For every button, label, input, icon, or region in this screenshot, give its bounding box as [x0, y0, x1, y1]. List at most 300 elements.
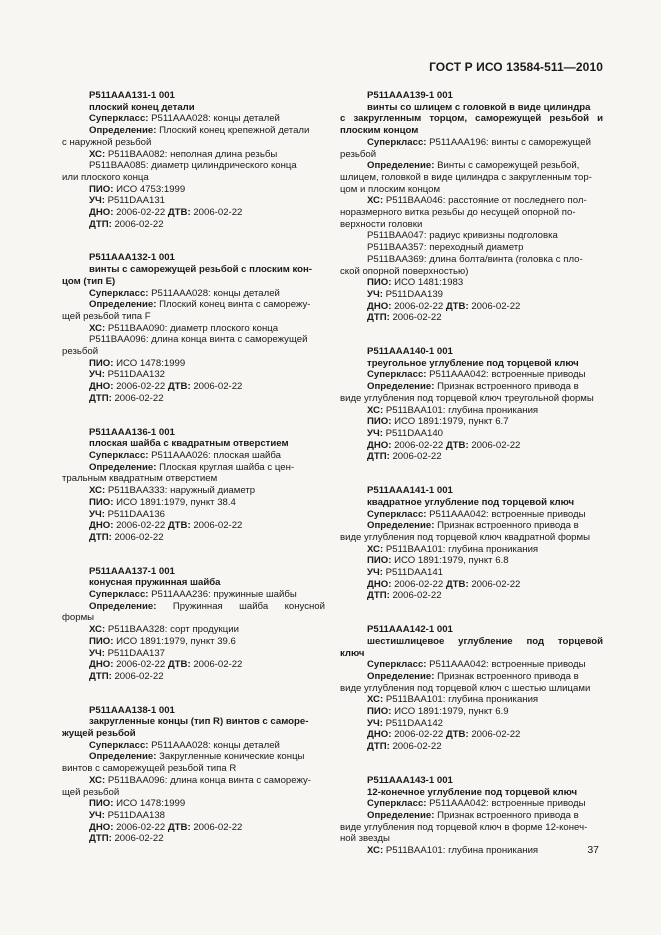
field-value: ИСО 1891:1979, пункт 6.8: [391, 555, 509, 567]
entry-title-line: [62, 577, 325, 589]
field-value: 2006-02-22: [111, 531, 164, 543]
entry-field-line: [62, 125, 325, 137]
field-value: 2006-02-22: [389, 741, 442, 753]
field-value: ной звезды: [340, 833, 390, 845]
entry-field-line: [62, 659, 325, 671]
entry-title: конусная пружинная шайба: [89, 577, 221, 589]
entry-field-line: [62, 624, 325, 636]
field-label: Определение:: [367, 381, 435, 393]
entry-field-line: [62, 450, 325, 462]
field-value: 2006-02-22: [113, 659, 168, 671]
entry-title-line: [340, 497, 603, 509]
field-value: P511AAA042: встроенные приводы: [426, 659, 586, 671]
entry-field-line: [62, 195, 325, 207]
entry-title-line: [62, 102, 325, 114]
entry-title-line: [340, 102, 603, 114]
entry-title: плоским концом: [340, 125, 419, 137]
entry-field-line: [62, 358, 325, 370]
entry-field-line: [62, 810, 325, 822]
page-number: 37: [587, 844, 599, 856]
field-label: Определение:: [367, 809, 435, 821]
field-value: P511BAA101: глубина проникания: [383, 845, 539, 857]
document-header: ГОСТ Р ИСО 13584-511—2010: [429, 60, 603, 74]
field-value: резьбой: [62, 346, 99, 358]
field-value: ИСО 1891:1979, пункт 38.4: [113, 496, 236, 508]
term-entry: [62, 705, 325, 845]
field-label: ДНО:: [367, 300, 392, 312]
field-value: P511BAA369: длина болта/винта (головка с пло-: [367, 253, 583, 265]
field-value: Признак встроенного привода в: [434, 670, 579, 682]
entry-title: цом (тип Е): [62, 275, 116, 287]
term-entry: [340, 346, 603, 463]
field-label: ПИО:: [89, 496, 114, 508]
field-value: 2006-02-22: [190, 821, 243, 833]
field-value: P511AAA042: встроенные приводы: [426, 508, 586, 520]
field-label: ХС:: [89, 485, 106, 497]
field-label: Суперкласс:: [89, 589, 149, 601]
entry-field-line: [340, 845, 603, 857]
field-label: ДТВ:: [445, 578, 469, 590]
field-label: Суперкласс:: [367, 798, 427, 810]
field-value: виде углубления под торцевой ключ с шестью шлицами: [340, 682, 591, 694]
entry-field-line: [62, 299, 325, 311]
field-label: ДТВ:: [445, 729, 469, 741]
field-value: верхности головки: [340, 218, 423, 230]
field-label: УЧ:: [367, 717, 383, 729]
field-label: Суперкласс:: [89, 113, 149, 125]
entry-title-line: [62, 438, 325, 450]
entry-field-line: [340, 520, 603, 532]
term-entry: [62, 252, 325, 404]
entry-field-line: [340, 195, 603, 207]
field-value: Плоская круглая шайба с цен-: [156, 461, 295, 473]
field-value: или плоского конца: [62, 171, 149, 183]
field-value: P511BAA082: неполная длина резьбы: [105, 148, 278, 160]
field-value: P511AAA028: концы деталей: [148, 287, 280, 299]
entry-field-line: [340, 567, 603, 579]
field-label: ДТВ:: [445, 300, 469, 312]
entry-field-line: [340, 718, 603, 730]
entry-field-line: [340, 172, 603, 184]
field-value: резьбой: [340, 148, 377, 160]
field-label: ДНО:: [367, 729, 392, 741]
entry-field-line: [62, 184, 325, 196]
field-label: ПИО:: [367, 555, 392, 567]
field-value: 2006-02-22: [190, 520, 243, 532]
entry-field-line: [340, 579, 603, 591]
field-value: 2006-02-22: [389, 312, 442, 324]
field-label: ХС:: [367, 543, 384, 555]
field-label: ДТП:: [89, 392, 112, 404]
entry-field-line: [340, 254, 603, 266]
entry-field-line: [340, 729, 603, 741]
field-label: ПИО:: [89, 357, 114, 369]
entry-field-line: [340, 393, 603, 405]
entry-field-line: [340, 277, 603, 289]
field-value: виде углубления под торцевой ключ треугольной формы: [340, 392, 594, 404]
entry-field-line: [62, 323, 325, 335]
field-label: Определение:: [89, 600, 157, 612]
entry-title: 12-конечное углубление под торцевой ключ: [367, 786, 578, 798]
entry-field-line: [62, 288, 325, 300]
field-label: ХС:: [367, 404, 384, 416]
entry-id: P511AAA132-1 001: [89, 252, 175, 264]
field-label: Определение:: [367, 520, 435, 532]
field-value: Закругленные конические концы: [156, 751, 305, 763]
field-label: УЧ:: [89, 647, 105, 659]
entry-field-line: [340, 289, 603, 301]
entry-field-line: [340, 509, 603, 521]
entry-field-line: [340, 242, 603, 254]
field-label: ХС:: [89, 624, 106, 636]
left-column: [62, 90, 325, 867]
entry-field-line: [62, 520, 325, 532]
entry-field-line: [340, 405, 603, 417]
entry-field-line: [62, 149, 325, 161]
field-label: Суперкласс:: [89, 449, 149, 461]
field-value: ИСО 1891:1979, пункт 6.9: [391, 706, 509, 718]
entry-field-line: [340, 451, 603, 463]
entry-field-line: [62, 207, 325, 219]
entry-field-line: [340, 266, 603, 278]
entry-field-line: [340, 369, 603, 381]
entry-field-line: [62, 671, 325, 683]
entry-field-line: [62, 473, 325, 485]
entry-field-line: [340, 798, 603, 810]
field-label: ХС:: [89, 322, 106, 334]
entry-title-line: [340, 125, 603, 137]
entry-field-line: [62, 346, 325, 358]
entry-field-line: [340, 312, 603, 324]
field-value: ИСО 1478:1999: [113, 357, 186, 369]
field-value: P511DAA142: [382, 717, 443, 729]
entry-title: плоский конец детали: [89, 101, 195, 113]
field-label: ДНО:: [89, 821, 114, 833]
field-value: 2006-02-22: [111, 392, 164, 404]
term-entry: [62, 90, 325, 230]
field-value: P511BAA333: наружный диаметр: [105, 485, 256, 497]
entry-id: P511AAA143-1 001: [367, 774, 453, 786]
field-label: Суперкласс:: [89, 739, 149, 751]
field-label: ПИО:: [89, 635, 114, 647]
field-value: P511AAA026: плоская шайба: [148, 449, 282, 461]
entry-title: треугольное углубление под торцевой ключ: [367, 357, 579, 369]
field-label: ДТВ:: [445, 439, 469, 451]
field-value: P511BAA046: расстояние от последнего пол-: [383, 195, 587, 207]
entry-title-line: [62, 716, 325, 728]
field-label: ДНО:: [89, 381, 114, 393]
field-label: УЧ:: [89, 508, 105, 520]
field-label: ХС:: [367, 694, 384, 706]
field-value: виде углубления под торцевой ключ квадратной формы: [340, 531, 591, 543]
field-value: ИСО 1891:1979, пункт 39.6: [113, 635, 236, 647]
field-value: P511BAA096: длина конца винта с саморежущей: [89, 334, 308, 346]
field-label: Определение:: [89, 751, 157, 763]
field-label: ДНО:: [89, 659, 114, 671]
field-value: P511BAA101: глубина проникания: [383, 404, 539, 416]
entry-field-line: [340, 532, 603, 544]
field-label: ДТВ:: [167, 659, 191, 671]
field-value: 2006-02-22: [468, 300, 521, 312]
entry-field-line: [62, 740, 325, 752]
field-value: тральным квадратным отверстием: [62, 473, 218, 485]
entry-field-line: [340, 810, 603, 822]
field-value: 2006-02-22: [111, 218, 164, 230]
field-value: норазмерного витка резьбы до несущей опорной по-: [340, 207, 576, 219]
entry-title: жущей резьбой: [62, 728, 136, 740]
entry-title-line: [340, 648, 603, 660]
entry-field-line: [62, 751, 325, 763]
entry-title: плоская шайба с квадратным отверстием: [89, 438, 289, 450]
field-value: 2006-02-22: [113, 520, 168, 532]
field-label: ПИО:: [89, 183, 114, 195]
entry-id: P511AAA140-1 001: [367, 346, 453, 358]
term-entry: [340, 624, 603, 753]
entry-field-line: [340, 428, 603, 440]
entry-field-line: [62, 509, 325, 521]
entry-id: P511AAA141-1 001: [367, 485, 453, 497]
field-value: P511AAA028: концы деталей: [148, 113, 280, 125]
field-value: винтов с саморежущей резьбой типа R: [62, 763, 237, 775]
field-value: шлицем, головкой в виде цилиндра с закругленным тор-: [340, 171, 592, 183]
entry-field-line: [340, 416, 603, 428]
entry-field-line: [340, 149, 603, 161]
field-value: P511DAA132: [104, 369, 165, 381]
field-value: P511AAA028: концы деталей: [148, 739, 280, 751]
entry-field-line: [62, 601, 325, 613]
entry-field-line: [62, 369, 325, 381]
field-label: ХС:: [367, 845, 384, 857]
field-label: ДНО:: [89, 520, 114, 532]
field-value: ской опорной поверхностью): [340, 265, 469, 277]
field-value: P511BAA101: глубина проникания: [383, 543, 539, 555]
field-label: ДТП:: [89, 670, 112, 682]
field-value: Плоский конец крепежной детали: [156, 125, 310, 137]
entry-title-line: [62, 728, 325, 740]
field-label: Определение:: [89, 125, 157, 137]
entry-field-line: [340, 741, 603, 753]
entry-field-line: [340, 671, 603, 683]
entry-title: ключ: [340, 647, 365, 659]
entry-field-line: [62, 612, 325, 624]
entry-field-line: [62, 219, 325, 231]
entry-title: с закругленным торцом, саморежущей резьбой и: [340, 113, 603, 125]
entry-field-line: [340, 219, 603, 231]
field-label: ХС:: [89, 148, 106, 160]
field-label: ДТП:: [89, 218, 112, 230]
entry-field-line: [340, 301, 603, 313]
field-label: ПИО:: [367, 706, 392, 718]
field-value: 2006-02-22: [391, 729, 446, 741]
field-value: 2006-02-22: [391, 300, 446, 312]
entry-title-line: [340, 358, 603, 370]
field-label: ДТП:: [89, 833, 112, 845]
entry-title: винты с саморежущей резьбой с плоским кон-: [89, 264, 312, 276]
field-value: Признак встроенного привода в: [434, 809, 579, 821]
entry-title-line: [340, 787, 603, 799]
entry-field-line: [340, 544, 603, 556]
field-label: ХС:: [89, 774, 106, 786]
field-label: ДТП:: [367, 741, 390, 753]
field-label: Определение:: [367, 160, 435, 172]
field-value: ИСО 4753:1999: [113, 183, 186, 195]
entry-field-line: [62, 485, 325, 497]
field-value: 2006-02-22: [389, 451, 442, 463]
field-value: формы: [62, 612, 95, 624]
field-value: ИСО 1478:1999: [113, 798, 186, 810]
field-label: ДТП:: [367, 590, 390, 602]
entry-field-line: [340, 694, 603, 706]
field-label: ДТВ:: [167, 821, 191, 833]
field-value: P511BAA101: глубина проникания: [383, 694, 539, 706]
field-value: P511DAA138: [104, 809, 165, 821]
field-label: Суперкласс:: [367, 369, 427, 381]
field-value: 2006-02-22: [468, 578, 521, 590]
entry-field-line: [340, 184, 603, 196]
field-value: P511DAA136: [104, 508, 165, 520]
entry-title-line: [340, 636, 603, 648]
field-value: P511BAA328: сорт продукции: [105, 624, 239, 636]
field-label: Суперкласс:: [367, 136, 427, 148]
field-label: УЧ:: [89, 369, 105, 381]
term-entry: [340, 775, 603, 857]
entry-title: винты со шлицем с головкой в виде цилиндра: [367, 101, 591, 113]
field-value: 2006-02-22: [113, 207, 168, 219]
entry-field-line: [62, 311, 325, 323]
entry-field-line: [62, 763, 325, 775]
field-label: Суперкласс:: [367, 659, 427, 671]
field-value: P511BAA096: длина конца винта с саморежу-: [105, 774, 312, 786]
field-value: P511DAA140: [382, 427, 443, 439]
field-label: Определение:: [89, 299, 157, 311]
entry-field-line: [62, 393, 325, 405]
field-value: P511BAA357: переходный диаметр: [367, 242, 524, 254]
term-entry: [340, 90, 603, 324]
field-value: Пружинная шайба конусной: [156, 600, 325, 612]
entry-field-line: [340, 207, 603, 219]
entry-field-line: [340, 822, 603, 834]
field-value: P511DAA137: [104, 647, 165, 659]
field-value: P511DAA141: [382, 567, 443, 579]
field-value: P511BAA085: диаметр цилиндрического конца: [89, 160, 297, 172]
field-label: УЧ:: [367, 288, 383, 300]
entry-field-line: [62, 798, 325, 810]
field-label: УЧ:: [367, 567, 383, 579]
field-label: ДТВ:: [167, 207, 191, 219]
entry-title: шестишлицевое углубление под торцевой: [367, 635, 603, 647]
entry-field-line: [340, 833, 603, 845]
term-entry: [62, 566, 325, 683]
field-value: 2006-02-22: [468, 439, 521, 451]
entry-field-line: [62, 137, 325, 149]
entry-field-line: [340, 160, 603, 172]
field-value: 2006-02-22: [389, 590, 442, 602]
entry-field-line: [62, 833, 325, 845]
field-value: P511BAA090: диаметр плоского конца: [105, 322, 279, 334]
field-value: с наружной резьбой: [62, 136, 152, 148]
field-label: ПИО:: [89, 798, 114, 810]
field-value: P511AAA042: встроенные приводы: [426, 369, 586, 381]
field-value: 2006-02-22: [111, 833, 164, 845]
entry-title-line: [62, 276, 325, 288]
entry-field-line: [62, 822, 325, 834]
field-label: УЧ:: [367, 427, 383, 439]
entry-field-line: [340, 440, 603, 452]
entry-title-line: [62, 264, 325, 276]
entry-field-line: [62, 648, 325, 660]
term-entry: [340, 485, 603, 602]
field-value: P511AAA236: пружинные шайбы: [148, 589, 297, 601]
entry-field-line: [62, 462, 325, 474]
field-label: ДНО:: [89, 207, 114, 219]
field-value: P511DAA139: [382, 288, 443, 300]
field-value: 2006-02-22: [468, 729, 521, 741]
entry-field-line: [62, 532, 325, 544]
entry-field-line: [62, 381, 325, 393]
entry-field-line: [62, 113, 325, 125]
entry-id: P511AAA136-1 001: [89, 426, 175, 438]
field-label: Суперкласс:: [89, 287, 149, 299]
field-label: ДНО:: [367, 439, 392, 451]
entry-field-line: [340, 683, 603, 695]
field-label: ПИО:: [367, 277, 392, 289]
entry-field-line: [62, 497, 325, 509]
entry-field-line: [62, 334, 325, 346]
field-value: ИСО 1481:1983: [391, 277, 464, 289]
entry-field-line: [340, 590, 603, 602]
entry-field-line: [62, 775, 325, 787]
term-entry: [62, 427, 325, 544]
right-column: [340, 90, 603, 879]
field-value: P511BAA047: радиус кривизны подголовка: [367, 230, 558, 242]
entry-id: P511AAA142-1 001: [367, 624, 453, 636]
field-value: 2006-02-22: [113, 381, 168, 393]
field-value: ИСО 1891:1979, пункт 6.7: [391, 416, 509, 428]
entry-field-line: [340, 230, 603, 242]
entry-id: P511AAA139-1 001: [367, 90, 453, 101]
entry-field-line: [340, 659, 603, 671]
entry-field-line: [62, 172, 325, 184]
entry-title-line: [340, 113, 603, 125]
field-value: щей резьбой: [62, 786, 120, 798]
entry-field-line: [340, 555, 603, 567]
entry-id: P511AAA131-1 001: [89, 90, 175, 101]
entry-field-line: [340, 381, 603, 393]
field-label: ДТВ:: [167, 381, 191, 393]
entry-field-line: [62, 787, 325, 799]
field-value: P511AAA042: встроенные приводы: [426, 798, 586, 810]
field-value: 2006-02-22: [190, 381, 243, 393]
field-value: щей резьбой типа F: [62, 310, 151, 322]
field-label: Определение:: [89, 461, 157, 473]
entry-title: закругленные концы (тип R) винтов с саморе-: [89, 716, 309, 728]
field-value: 2006-02-22: [113, 821, 168, 833]
field-value: 2006-02-22: [391, 578, 446, 590]
field-label: ДТП:: [367, 451, 390, 463]
field-label: ДТВ:: [167, 520, 191, 532]
field-label: ПИО:: [367, 416, 392, 428]
field-label: УЧ:: [89, 809, 105, 821]
entry-field-line: [340, 706, 603, 718]
field-value: Признак встроенного привода в: [434, 520, 579, 532]
field-value: 2006-02-22: [190, 659, 243, 671]
field-label: Определение:: [367, 670, 435, 682]
entry-id: P511AAA138-1 001: [89, 704, 175, 716]
field-value: P511AAA196: винты с саморежущей: [426, 136, 591, 148]
entry-field-line: [62, 589, 325, 601]
field-value: Признак встроенного привода в: [434, 381, 579, 393]
field-label: ДНО:: [367, 578, 392, 590]
